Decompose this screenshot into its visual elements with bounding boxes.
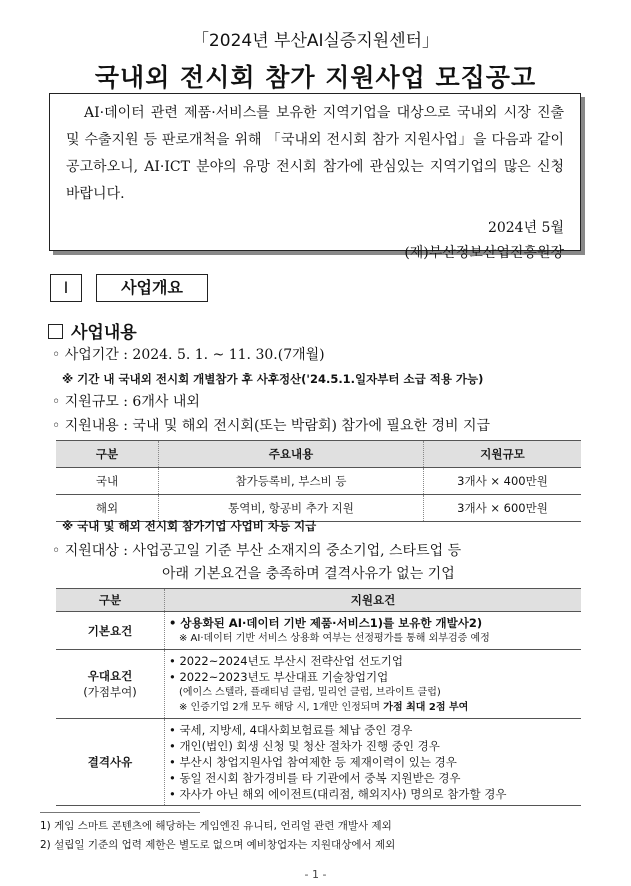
subsection-heading — [48, 318, 137, 343]
pref-requirements — [165, 650, 582, 719]
requirements-table — [56, 588, 581, 806]
pref-note — [169, 700, 577, 715]
list-item: • 국세, 지방세, 4대사회보험료를 체납 중인 경우 — [169, 723, 413, 737]
row-sublabel: (가점부여) — [83, 685, 137, 699]
intro-body: AI·데이터 관련 제품·서비스를 보유한 지역기업을 대상으로 국내외 시장 진출 및 수출지원 등 판로개척을 위해 「국내외 전시회 참가 지원사업」을 다음과 같이 공고하오니, AI·ICT 분야의 유망 전시회 참가에 관심있는 지역기업의 많은 신청 바랍니다. — [66, 105, 564, 202]
list-item: • 자사가 아닌 해외 에이전트(대리점, 해외지사) 명의로 참가할 경우 — [169, 787, 507, 801]
table-cell: 해외 — [56, 495, 159, 522]
diff-note: ※ 국내 및 해외 전시회 참가기업 사업비 차등 지급 — [62, 519, 317, 533]
list-item: • 개인(법인) 회생 신청 및 청산 절차가 진행 중인 경우 — [169, 739, 440, 753]
table-header: 구분 — [56, 589, 165, 612]
section-title: 사업개요 — [96, 274, 208, 302]
intro-box — [49, 93, 581, 261]
table-row — [56, 468, 581, 495]
content-line: ◦ 지원내용 : 국내 및 해외 전시회(또는 박람회) 참가에 필요한 경비 지급 — [52, 418, 490, 434]
square-bullet-icon — [48, 324, 63, 339]
list-item: • 상용화된 AI·데이터 기반 제품·서비스1)를 보유한 개발사2) — [169, 616, 483, 630]
scale-line: ◦ 지원규모 : 6개사 내외 — [52, 394, 200, 410]
table-row — [56, 612, 581, 650]
footnote-divider — [40, 812, 200, 813]
row-label: 우대요건 — [87, 669, 133, 683]
table-header: 지원규모 — [424, 441, 582, 468]
row-label: 결격사유 — [56, 719, 165, 806]
table-header: 주요내용 — [159, 441, 424, 468]
list-item: • 부산시 창업지원사업 참여제한 등 제재이력이 있는 경우 — [169, 755, 457, 769]
support-table — [56, 440, 581, 522]
basic-note: ※ AI·데이터 기반 서비스 상용화 여부는 선정평가를 통해 외부검증 예정 — [179, 633, 490, 644]
subsection-title: 사업내용 — [71, 323, 137, 343]
period-note: ※ 기간 내 국내외 전시회 개별참가 후 사후정산('24.5.1.일자부터 소급 적용 가능) — [62, 372, 484, 386]
intro-date: 2024년 5월 — [487, 220, 564, 236]
target-line-2: 아래 기본요건을 충족하며 결격사유가 없는 기업 — [162, 566, 455, 582]
table-cell: 3개사 × 400만원 — [424, 468, 582, 495]
disq-requirements — [165, 719, 582, 806]
table-header: 지원요건 — [165, 589, 582, 612]
list-item: • 동일 전시회 참가경비를 타 기관에서 중복 지원받은 경우 — [169, 771, 461, 785]
pref-label-cell — [56, 650, 165, 719]
target-line-1: ◦ 지원대상 : 사업공고일 기준 부산 소재지의 중소기업, 스타트업 등 — [52, 543, 462, 559]
basic-requirements — [165, 612, 582, 650]
table-header: 구분 — [56, 441, 159, 468]
document-supertitle: 「2024년 부산AI실증지원센터」 — [191, 31, 440, 51]
list-item: • 2022~2023년도 부산대표 기술창업기업 — [169, 670, 389, 684]
table-row — [56, 719, 581, 806]
intro-org: (재)부산정보산업진흥원장 — [404, 245, 564, 261]
row-label: 기본요건 — [56, 612, 165, 650]
document-title: 국내외 전시회 참가 지원사업 모집공고 — [94, 63, 537, 92]
period-line: ◦ 사업기간 : 2024. 5. 1. ~ 11. 30.(7개월) — [52, 347, 325, 363]
table-cell: 국내 — [56, 468, 159, 495]
pref-note-text: ※ 인증기업 2개 모두 해당 시, 1개만 인정되며 — [179, 702, 384, 713]
pref-note-bold: 가점 최대 2점 부여 — [383, 702, 469, 713]
footnote-1: 1) 게임 스마트 콘텐츠에 해당하는 게임엔진 유니티, 언리얼 관련 개발사 제외 — [40, 820, 392, 832]
section-number: Ⅰ — [50, 274, 82, 302]
table-row — [56, 650, 581, 719]
table-cell: 3개사 × 600만원 — [424, 495, 582, 522]
table-cell: 참가등록비, 부스비 등 — [159, 468, 424, 495]
page-number: - 1 - — [304, 868, 327, 881]
footnote-2: 2) 설립일 기준의 업력 제한은 별도로 없으며 예비창업자는 지원대상에서 제외 — [40, 839, 396, 851]
list-item: • 2022~2024년도 부산시 전략산업 선도기업 — [169, 654, 403, 668]
table-cell: 통역비, 항공비 추가 지원 — [159, 495, 424, 522]
club-list: (에이스 스텔라, 플래티넘 클럽, 밀리언 클럽, 브라이트 클럽) — [179, 687, 441, 698]
